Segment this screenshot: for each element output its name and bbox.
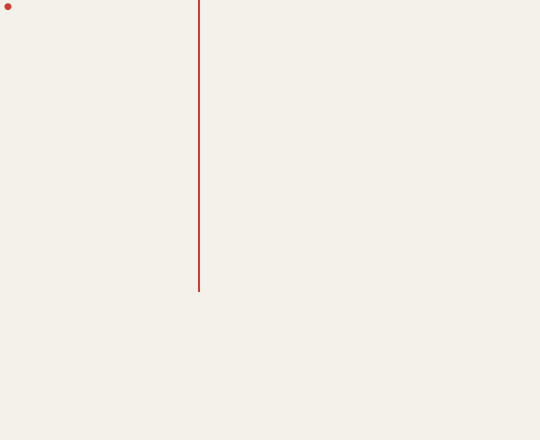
bottom-column-1 (6, 338, 182, 440)
bullet-icon: ● (4, 2, 12, 12)
bottom-article (0, 338, 540, 440)
top-article-column (0, 0, 200, 292)
bottom-column-3 (370, 338, 536, 440)
continued-on-jump[interactable] (4, 2, 200, 12)
bottom-column-2 (190, 338, 362, 440)
column-rule (198, 0, 200, 292)
